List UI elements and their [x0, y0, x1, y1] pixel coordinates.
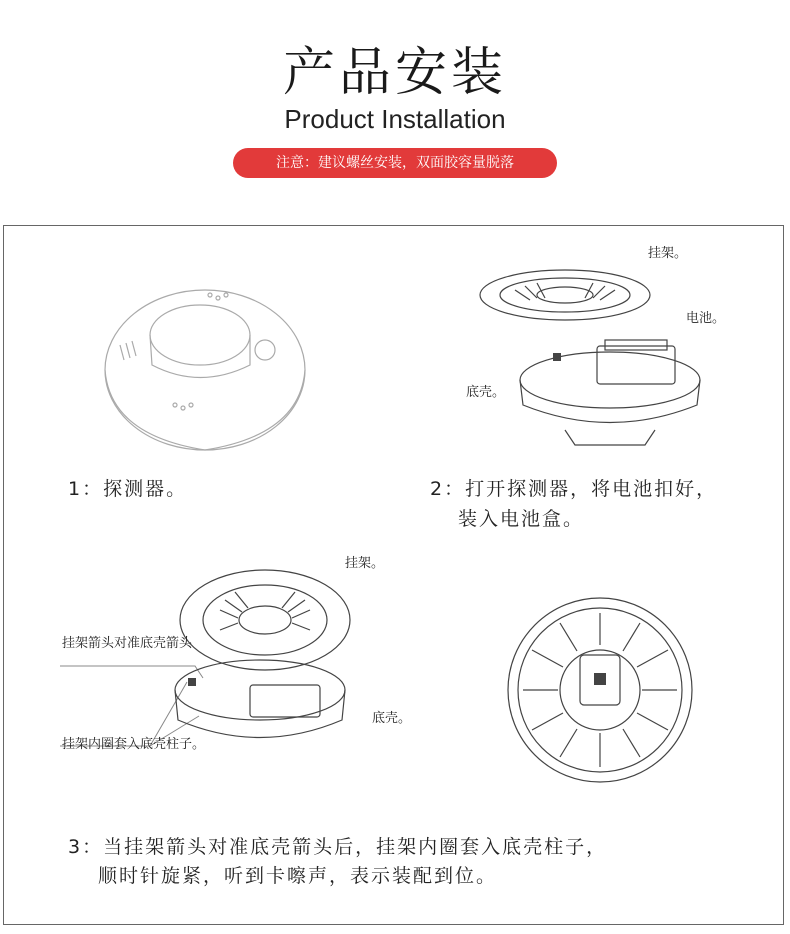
step-1-text: 1：探测器。	[68, 478, 188, 500]
step-2-text-line1: 2：打开探测器，将电池扣好，	[430, 478, 718, 500]
callout-inner-ring: 挂架内圈套入底壳柱子。	[62, 737, 206, 752]
page-title: 产品安装	[282, 43, 507, 103]
callout-arrow-align: 挂架箭头对准底壳箭头	[62, 636, 193, 651]
battery-install-drawing	[475, 260, 705, 455]
page-subtitle: Product Installation	[284, 104, 506, 134]
step-3-text-line1: 3：当挂架箭头对准底壳箭头后，挂架内圈套入底壳柱子，	[68, 836, 608, 858]
callout-bracket-3: 挂架。	[345, 556, 385, 571]
callout-base-3: 底壳。	[372, 711, 412, 726]
assembled-bottom-drawing	[505, 595, 695, 785]
callout-battery-2: 电池。	[686, 311, 726, 326]
notice-badge: 注意：建议螺丝安装，双面胶容量脱落	[233, 148, 557, 178]
smoke-detector-drawing	[100, 270, 320, 470]
step-2-text-line2: 装入电池盒。	[458, 508, 585, 530]
callout-base-2: 底壳。	[466, 385, 506, 400]
step-3-text-line2: 顺时针旋紧，听到卡嚓声，表示装配到位。	[98, 865, 498, 887]
callout-bracket-2: 挂架。	[648, 246, 688, 261]
